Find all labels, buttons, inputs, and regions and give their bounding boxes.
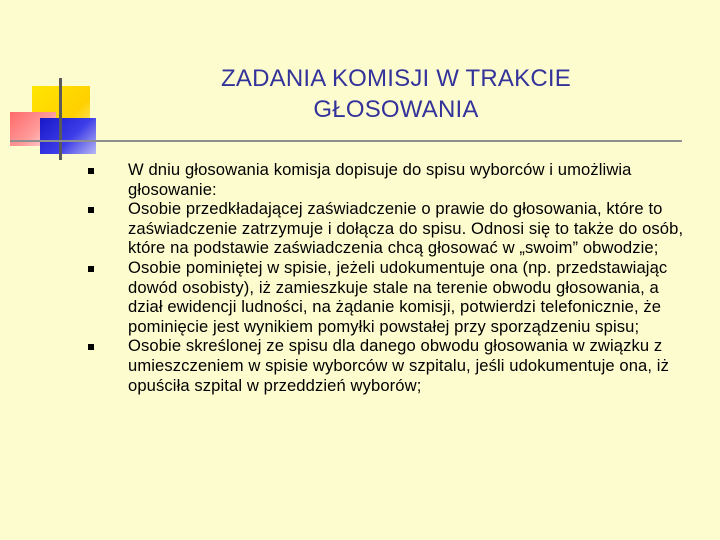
bullet-text: Osobie przedkładającej zaświadczenie o prawie do głosowania, które to zaświadczenie zatrzymuje i dołącza do spisu. Odnosi się to także do osób, które na podstawie zaświadczenia chcą głosować w „swoim” obwodzie;: [128, 199, 684, 258]
bullet-text: Osobie skreślonej ze spisu dla danego obwodu głosowania w związku z umieszczeniem w spisie wyborców w szpitalu, jeśli udokumentuje ona, iż opuściła szpital w przeddzień wyborów;: [128, 336, 669, 395]
square-bullet-icon: [88, 266, 94, 272]
square-bullet-icon: [88, 207, 94, 213]
title-divider-line: [10, 140, 682, 142]
bullet-item: [84, 160, 696, 199]
bullet-item: [84, 199, 696, 258]
title-line-2: GŁOSOWANIA: [313, 96, 479, 123]
decor-vertical-line: [59, 78, 62, 160]
bullet-text: Osobie pominiętej w spisie, jeżeli udokumentuje ona (np. przedstawiając dowód osobisty), iż zamieszkuje stale na terenie obwodu głosowania, a dział ewidencji ludności, na żądanie komisji, potwierdzi telefonicznie, że pominięcie jest wynikiem pomyłki powstałej przy sporządzeniu spisu;: [128, 257, 668, 336]
title-line-1: ZADANIA KOMISJI W TRAKCIE: [221, 65, 571, 92]
slide-title: [110, 63, 682, 125]
square-bullet-icon: [88, 344, 94, 350]
decor-blue-square: [40, 118, 96, 154]
bullet-item: [84, 258, 696, 336]
bullet-item: [84, 336, 696, 395]
bullet-list: [84, 160, 696, 395]
square-bullet-icon: [88, 168, 94, 174]
bullet-text: W dniu głosowania komisja dopisuje do spisu wyborców i umożliwia głosowanie:: [128, 160, 632, 199]
